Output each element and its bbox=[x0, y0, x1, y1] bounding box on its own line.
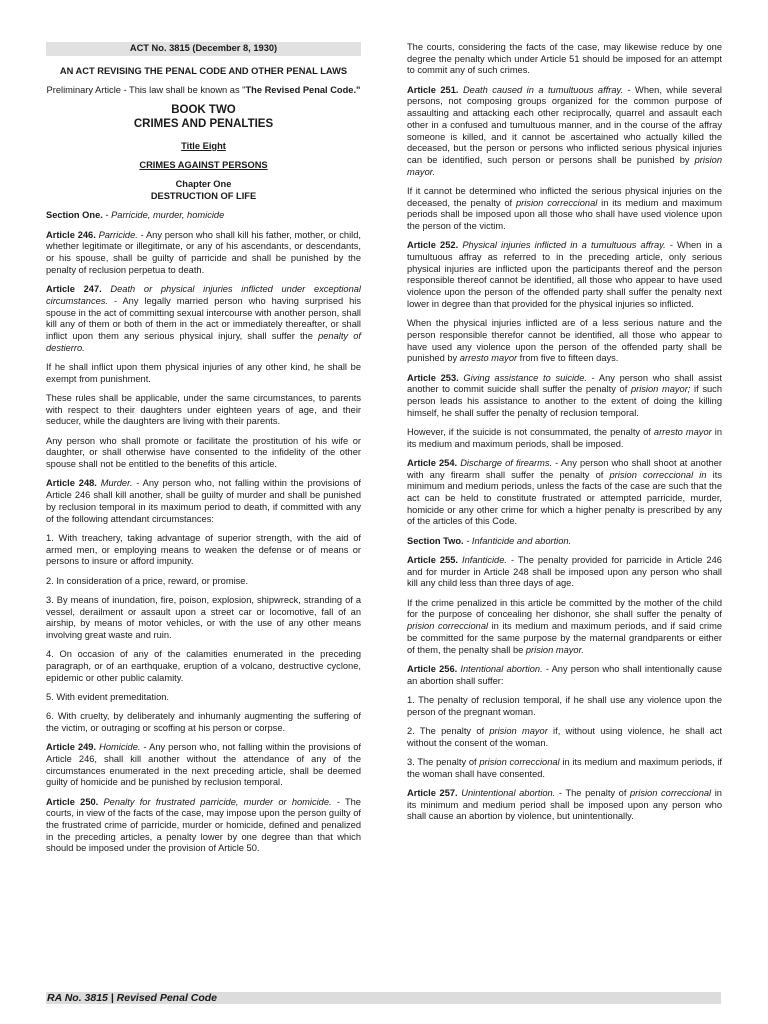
penalty-term: prision correccional bbox=[630, 787, 712, 798]
preliminary-text: Preliminary Article - This law shall be known as " bbox=[46, 85, 246, 95]
article-text: - Any person who shall assist another to commit suicide shall suffer the penalty of bbox=[407, 372, 722, 395]
section-label: Section One. bbox=[46, 210, 103, 221]
article-248-item-6: 6. With cruelty, by deliberately and inhumanly augmenting the suffering of the victim, or outraging or scoffing at his person or corpse. bbox=[46, 711, 361, 733]
article-text: - Any person who shall shoot at another with any firearm shall suffer the penalty of bbox=[407, 457, 722, 480]
paragraph-text: If the crime penalized in this article be committed by the mother of the child for the purpose of concealing her dishonor, she shall suffer the penalty of bbox=[407, 597, 722, 620]
article-title: Parricide. bbox=[98, 229, 138, 240]
title-name: CRIMES AGAINST PERSONS bbox=[139, 160, 268, 171]
penalty-term: prision correccional bbox=[515, 197, 598, 208]
article-text: if such person leads his assistance to another to the extent of doing the killing himself, he shall suffer the penalty of reclusion temporal. bbox=[407, 384, 723, 418]
article-247-paragraph-2: If he shall inflict upon them physical injuries of any other kind, he shall be exempt from punishment. bbox=[46, 362, 361, 384]
section-desc: - Infanticide and abortion. bbox=[463, 535, 572, 546]
article-256 bbox=[407, 664, 722, 687]
article-251 bbox=[407, 85, 722, 179]
article-label: Article 246. bbox=[46, 229, 96, 240]
book-heading bbox=[46, 104, 361, 132]
article-255-paragraph-2 bbox=[407, 598, 722, 657]
article-text: its minimum and medium periods, unless the facts of the case are such that the act can be held to constitute frustrated or attempted parricide, murder, homicide or any other crime for which a higher penalty is prescribed by any of the articles of this Code. bbox=[407, 469, 722, 527]
chapter-name: DESTRUCTION OF LIFE bbox=[150, 191, 257, 202]
penalty-term: prision mayor; bbox=[630, 384, 691, 395]
chapter-heading bbox=[46, 179, 361, 202]
article-label: Article 249. bbox=[46, 742, 97, 753]
page-footer bbox=[46, 992, 721, 1004]
article-text: in its minimum and medium period shall be imposed upon any person who shall cause an abortion by violence, but unintentionally. bbox=[407, 787, 722, 822]
article-text: - The courts, in view of the facts of the case, may impose upon the person guilty of the frustrated crime of parricide, murder or homicide, defined and penalized in the preceding articles, a penalty lower by one degree than that which should be imposed under the provision of Article 50. bbox=[46, 796, 361, 854]
article-title: Homicide. bbox=[99, 742, 141, 753]
item-text: in its medium and maximum periods, if the woman shall have consented. bbox=[407, 756, 723, 779]
article-text: - When in a tumultuous affray as referred to in the preceding article, only serious physical injuries are inflicted upon the participants thereof and the person responsible thereof cannot be identified, all those who appear to have used violence upon the person of the offended party shall suffer the penalty next lower in degree than that provided for the physical injuries so inflicted. bbox=[407, 240, 723, 309]
penalty-term: prision mayor bbox=[489, 725, 548, 736]
article-248 bbox=[46, 478, 361, 525]
article-label: Article 256. bbox=[407, 663, 458, 674]
right-column bbox=[407, 42, 722, 831]
article-248-item-3: 3. By means of inundation, fire, poison, explosion, shipwreck, stranding of a vessel, derailment or assault upon a street car or locomotive, fall of an airship, by means of motor vehicles, or with the use of any other means involving great waste and ruin. bbox=[46, 594, 361, 640]
chapter-number: Chapter One bbox=[175, 179, 232, 190]
paragraph-text: in its medium and maximum periods shall be imposed upon all those who shall have used violence upon the person of the victim. bbox=[407, 197, 722, 232]
article-247-paragraph-4: Any person who shall promote or facilitate the prostitution of his wife or daughter, or shall otherwise have consented to the infidelity of the other spouse shall not be entitled to the benefits of this article. bbox=[46, 435, 361, 470]
book-title: CRIMES AND PENALTIES bbox=[133, 118, 274, 131]
article-title: Death caused in a tumultuous affray. bbox=[462, 84, 624, 95]
article-label: Article 252. bbox=[407, 240, 459, 251]
article-label: Article 255. bbox=[407, 555, 459, 566]
article-title: Unintentional abortion. bbox=[461, 787, 556, 798]
article-247 bbox=[46, 284, 361, 354]
article-label: Article 247. bbox=[46, 284, 102, 295]
article-label: Article 248. bbox=[46, 478, 97, 489]
article-text: - Any person who, not falling within the provisions of Article 246, shall kill another without the attendance of any of the circumstances enumerated in the next preceding article, shall be deemed guilty of homicide and be punished by reclusion temporal. bbox=[46, 742, 361, 788]
item-text: 2. The penalty of bbox=[407, 725, 490, 736]
article-title: Death or physical injuries inflicted under exceptional circumstances. bbox=[46, 284, 361, 306]
article-label: Article 251. bbox=[407, 84, 459, 95]
article-257 bbox=[407, 788, 722, 823]
article-label: Article 253. bbox=[407, 372, 459, 383]
article-title: Infanticide. bbox=[462, 555, 507, 566]
paragraph-text: However, if the suicide is not consummated, the penalty of bbox=[407, 426, 654, 437]
preliminary-article bbox=[46, 85, 361, 97]
article-246 bbox=[46, 230, 361, 277]
paragraph-text: in its medium and maximum periods, shall be imposed. bbox=[407, 426, 722, 449]
article-text: - Any legally married person who having surprised his spouse in the act of committing sexual intercourse with another person, shall kill any of them or both of them in the act or immediately thereafter, or shall inflict upon them any serious physical injury, shall suffer the bbox=[46, 295, 361, 341]
article-text: - When, while several persons, not composing groups organized for the common purpose of assaulting and attacking each other reciprocally, quarrel and assault each other in a confused and tumultuous manner, and in the course of the affray someone is killed, and it cannot be ascertained who actually killed the deceased, but the person or persons who inflicted serious physical injuries can be identified, such person or persons shall be punished by bbox=[407, 84, 722, 165]
article-250-paragraph-2: The courts, considering the facts of the case, may likewise reduce by one degree the penalty which under Article 51 should be imposed for an attempt to commit any of such crimes. bbox=[407, 42, 722, 76]
article-255 bbox=[407, 555, 722, 590]
penalty-term: prision mayor. bbox=[525, 644, 584, 655]
article-248-item-5: 5. With evident premeditation. bbox=[46, 691, 169, 702]
article-title: Discharge of firearms. bbox=[460, 457, 553, 468]
footer-text: RA No. 3815 | Revised Penal Code bbox=[47, 992, 218, 1004]
penalty-term: arresto mayor bbox=[653, 426, 712, 437]
penalty-term: prision correccional bbox=[479, 756, 560, 767]
article-253 bbox=[407, 373, 722, 420]
paragraph-text: If it cannot be determined who inflicted the serious physical injuries on the deceased, the penalty of bbox=[407, 185, 722, 208]
penalty-term: prision correccional bbox=[407, 621, 489, 632]
penalty-term: prision mayor. bbox=[407, 154, 722, 177]
article-248-item-1: 1. With treachery, taking advantage of superior strength, with the aid of armed men, or employing means to weaken the defense or of means or persons to insure or afford impunity. bbox=[46, 532, 361, 567]
penalty-term: penalty of destierro. bbox=[46, 331, 361, 353]
paragraph-text: in its medium and maximum periods, and if said crime be committed for the same purpose by the maternal grandparents or either of them, the penalty shall be bbox=[407, 621, 722, 655]
article-248-item-4: 4. On occasion of any of the calamities enumerated in the preceding paragraph, or of an earthquake, eruption of a volcano, destructive cyclone, epidemic or other public calamity. bbox=[46, 649, 361, 683]
article-text: - Any person who shall intentionally cause an abortion shall suffer: bbox=[407, 663, 722, 686]
article-249 bbox=[46, 742, 361, 789]
act-title: AN ACT REVISING THE PENAL CODE AND OTHER PENAL LAWS bbox=[59, 65, 348, 76]
item-text: if, without using violence, he shall act without the consent of the woman. bbox=[407, 725, 722, 748]
act-number-heading: ACT No. 3815 (December 8, 1930) bbox=[46, 42, 361, 56]
section-one-heading bbox=[46, 210, 361, 222]
article-253-paragraph-2 bbox=[407, 427, 722, 450]
article-248-item-2: 2. In consideration of a price, reward, or promise. bbox=[46, 575, 249, 586]
article-text: - Any person who, not falling within the provisions of Article 246 shall kill another, shall be guilty of murder and shall be punished by reclusion temporal in its maximum period to death, if committed with any of the following attendant circumstances: bbox=[46, 478, 361, 524]
article-label: Article 257. bbox=[407, 787, 458, 798]
penalty-term: prision correccional in bbox=[609, 469, 707, 480]
article-text: - The penalty of bbox=[555, 787, 631, 798]
article-252-paragraph-2 bbox=[407, 318, 722, 365]
title-number: Title Eight bbox=[181, 140, 226, 151]
article-text: - Any person who shall kill his father, mother, or child, whether legitimate or illegitimate, or any of his ascendants, or descendants, or his spouse, shall be guilty of parricide and shall be punished by the penalty of reclusion perpetua to death. bbox=[46, 229, 361, 275]
article-256-item-1: 1. The penalty of reclusion temporal, if he shall use any violence upon the person of the pregnant woman. bbox=[407, 694, 722, 717]
article-label: Article 254. bbox=[407, 457, 458, 468]
article-title: Murder. bbox=[100, 478, 133, 489]
article-title: Penalty for frustrated parricide, murder or homicide. bbox=[103, 796, 332, 807]
article-252 bbox=[407, 240, 722, 310]
article-251-paragraph-2 bbox=[407, 186, 722, 233]
book-number: BOOK TWO bbox=[171, 104, 236, 117]
left-column bbox=[46, 42, 361, 863]
article-text: - The penalty provided for parricide in Article 246 and for murder in Article 248 shall be imposed upon any person who shall kill any child less than three days of age. bbox=[407, 555, 722, 589]
article-256-item-3 bbox=[407, 757, 722, 780]
article-254 bbox=[407, 458, 722, 528]
article-title: Giving assistance to suicide. bbox=[463, 372, 587, 383]
article-247-paragraph-3: These rules shall be applicable, under the same circumstances, to parents with respect to their daughters under eighteen years of age, and their seducer, while the daughters are living with their parents. bbox=[46, 393, 361, 427]
code-name: The Revised Penal Code." bbox=[245, 85, 361, 95]
article-label: Article 250. bbox=[46, 796, 99, 807]
paragraph-text: When the physical injuries inflicted are of a less serious nature and the person responsible therefor cannot be identified, all those who appear to have used any violence upon the person of the offended party shall be punished by bbox=[407, 318, 722, 364]
item-text: 3. The penalty of bbox=[407, 756, 480, 767]
article-title: Intentional abortion. bbox=[460, 663, 543, 674]
section-desc: - Parricide, murder, homicide bbox=[102, 210, 225, 221]
section-label: Section Two. bbox=[407, 535, 464, 546]
article-title: Physical injuries inflicted in a tumultuous affray. bbox=[462, 240, 666, 251]
paragraph-text: from five to fifteen days. bbox=[517, 353, 619, 364]
article-256-item-2 bbox=[407, 726, 722, 749]
penalty-term: arresto mayor bbox=[459, 353, 518, 364]
article-250 bbox=[46, 797, 361, 856]
section-two-heading bbox=[407, 536, 722, 548]
